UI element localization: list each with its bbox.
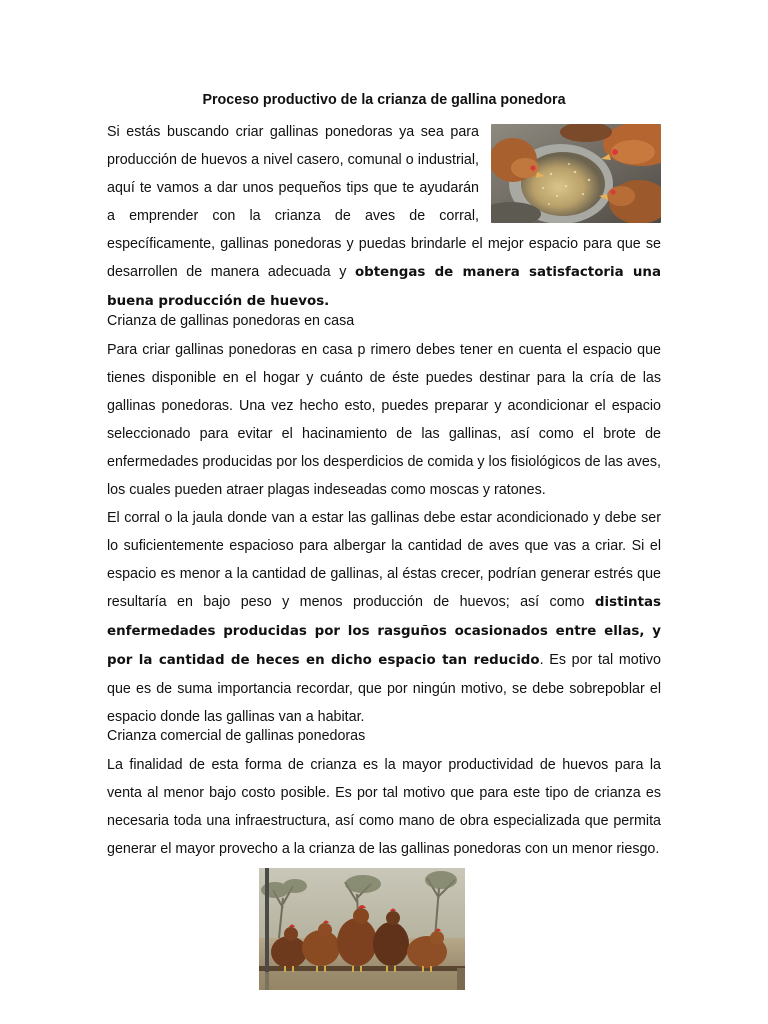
section1-paragraph-2-bold: distintas enfermedades producidas por los rasguños ocasionados entre ellas, y por la cantidad de heces en dicho espacio tan reducido xyxy=(107,595,661,668)
section-heading-commercial: Crianza comercial de gallinas ponedoras xyxy=(107,728,366,744)
intro-section xyxy=(107,118,661,316)
section-heading-home: Crianza de gallinas ponedoras en casa xyxy=(107,313,355,329)
intro-bold-text: obtengas de manera satisfactoria una buena producción de huevos. xyxy=(107,265,661,309)
document-content xyxy=(107,90,661,863)
hens-on-perch-photo xyxy=(259,868,465,990)
hens-feeding-photo xyxy=(491,124,661,223)
intro-text: Si estás buscando criar gallinas ponedoras ya sea para producción de huevos a nivel casero, comunal o industrial, aquí te vamos a dar unos pequeños tips que te ayudarán a emprender con la crianza de aves de corral, específicamente, gallinas ponedoras y puedas brindarle el mejor espacio para que se desarrollen de manera adecuada y xyxy=(107,124,661,280)
section2-paragraph-1: La finalidad de esta forma de crianza es la mayor productividad de huevos para la venta al menor bajo costo posible. Es por tal motivo que para este tipo de crianza es necesaria toda una infraestructura, así como mano de obra especializada que permita generar el mayor provecho a la crianza de las gallinas ponedoras con un menor riesgo. xyxy=(107,757,661,857)
section1-paragraph-2 xyxy=(107,504,661,731)
hens-on-perch-illustration xyxy=(259,868,465,990)
section1-paragraph-2-start: El corral o la jaula donde van a estar las gallinas debe estar acondicionado y debe ser lo suficientemente espacioso para albergar la cantidad de aves que vas a criar. Si el espacio es menor a la cantidad de gallinas, al éstas crecer, podrían generar estrés que resultaría en bajo peso y menos producción de huevos; así como xyxy=(107,510,661,610)
hens-feeding-illustration xyxy=(491,124,661,223)
section1-paragraph-2-end: . Es por tal motivo que es de suma importancia recordar, que por ningún motivo, se debe sobrepoblar el espacio donde las gallinas van a habitar. xyxy=(107,652,661,725)
section1-paragraph-1: Para criar gallinas ponedoras en casa p rimero debes tener en cuenta el espacio que tienes disponible en el hogar y cuánto de éste puedes destinar para la cría de las gallinas ponedoras. Una vez hecho esto, puedes preparar y acondicionar el espacio seleccionado para evitar el hacinamiento de las gallinas, así como el brote de enfermedades producidas por los desperdicios de comida y los fisiológicos de las aves, los cuales pueden atraer plagas indeseadas como moscas y ratones. xyxy=(107,342,661,498)
document-title: Proceso productivo de la crianza de gallina ponedora xyxy=(202,92,566,108)
